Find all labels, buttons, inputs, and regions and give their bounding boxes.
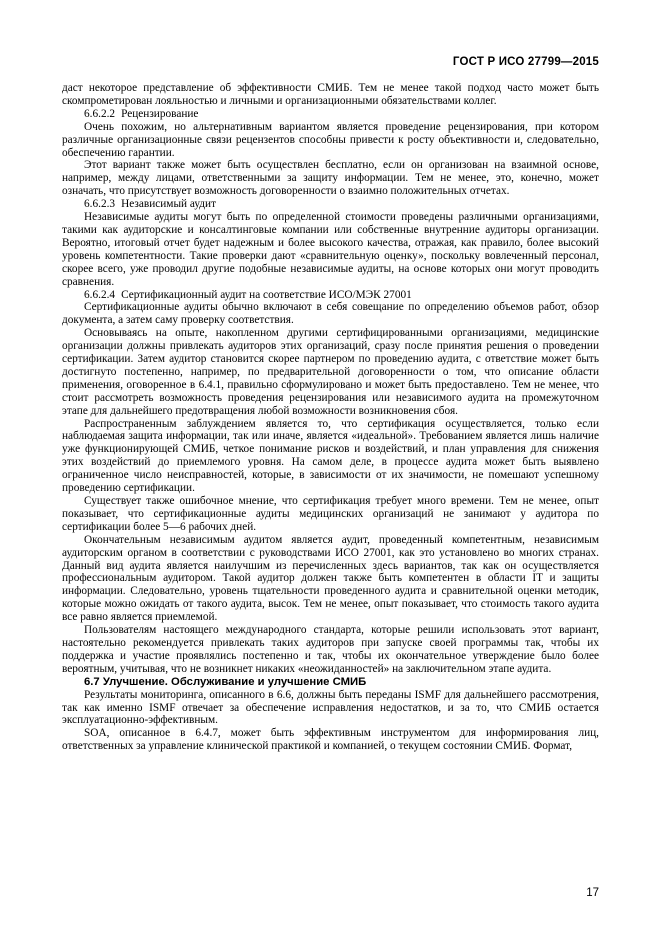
body-paragraph: Очень похожим, но альтернативным вариантом является проведение рецензирования, при котором различные организационные связи рецензентов способны привести к росту объективности и, следовательно, обеспечению гарантии. bbox=[62, 120, 599, 159]
body-blocks bbox=[62, 108, 599, 753]
clause-heading bbox=[62, 289, 599, 302]
clause-number: 6.6.2.3 bbox=[84, 198, 116, 211]
clause-number: 6.6.2.4 bbox=[84, 288, 116, 301]
clause-title: Независимый аудит bbox=[121, 198, 217, 211]
page-number: 17 bbox=[586, 887, 599, 899]
section-heading: 6.7 Улучшение. Обслуживание и улучшение СМИБ bbox=[84, 675, 367, 688]
body-paragraph: Основываясь на опыте, накопленном другими сертифицированными организациями, медицинские организации должны привлекать аудиторов этих организаций, сразу после принятия решения о проведении сертификации. Затем аудитор становится скорее партнером по проведению аудита, с ответствие может быть достигнуто постепенно, например, по предварительной договоренности о том, что описание области применения, оговоренное в 6.4.1, правильно сформулировано и может быть предоставлено. Тем не менее, что стоит рассмотреть возможность проведения рецензирования или независимого аудита на промежуточном этапе для дальнейшего предотвращения любой возможности возникновения сбоя. bbox=[62, 327, 599, 417]
clause-number: 6.6.2.2 bbox=[84, 107, 116, 120]
clause-title: Рецензирование bbox=[121, 107, 199, 120]
lead-paragraph: даст некоторое представление об эффективности СМИБ. Тем не менее такой подход часто может быть скомпрометирован лояльностью и личными и организационными обязательствами коллег. bbox=[62, 82, 599, 107]
body-paragraph: Пользователям настоящего международного стандарта, которые решили использовать этот вариант, настоятельно рекомендуется привлекать таких аудиторов при запуске своей программы так, чтобы их поддержка и участие проявлялись постепенно и так, чтобы их окончательное утверждение было более вероятным, учитывая, что не возникнет никаких «неожиданностей» на заключительном этапе аудита. bbox=[62, 624, 599, 675]
body-paragraph: Этот вариант также может быть осуществлен бесплатно, если он организован на взаимной основе, например, между лицами, ответственными за защиту информации. Тем не менее, это, конечно, может означать, что присутствует возможность договоренности о взаимно положительных отчетах. bbox=[62, 159, 599, 198]
document-body bbox=[62, 82, 599, 753]
body-paragraph: Окончательным независимым аудитом является аудит, проведенный компетентным, независимым аудиторским органом в соответствии с руководствами ИСО 27001, как это установлено во многих странах. Данный вид аудита является наилучшим из перечисленных здесь вариантов, так как он осуществляется профессиональным аудитором. Такой аудитор должен также быть компетентен в области IT и защиты информации. Следовательно, уровень тщательности проведенного аудита и сравнительной оценки методик, которые можно ожидать от такого аудита, высок. Тем не менее, опыт показывает, что стоимость такого аудита все равно является приемлемой. bbox=[62, 533, 599, 624]
body-paragraph: Существует также ошибочное мнение, что сертификация требует много времени. Тем не менее, опыт показывает, что сертификационные аудиты медицинских организаций не занимают у аудитора по сертификации более 5—6 рабочих дней. bbox=[62, 495, 599, 533]
body-paragraph: Результаты мониторинга, описанного в 6.6, должны быть переданы ISMF для дальнейшего рассмотрения, так как именно ISMF отвечает за обеспечение исправления недостатков, и за то, что СМИБ остается эксплуатационно-эффективным. bbox=[62, 688, 599, 727]
standard-title: ГОСТ Р ИСО 27799—2015 bbox=[452, 56, 599, 68]
body-paragraph: Распространенным заблуждением является то, что сертификация осуществляется, только если наблюдаемая защита информации, так или иначе, является «идеальной». Требованием является лишь наличие уже функционирующей СМИБ, четкое понимание рисков и воздействий, и план управления для снижения этих воздействий до приемлемого уровня. На самом деле, в процессе аудита может быть выявлено ограниченное число неисправностей, которые, в зависимости от их значимости, не помешают успешному проведению сертификации. bbox=[62, 417, 599, 495]
clause-heading bbox=[62, 108, 599, 121]
body-paragraph: SOA, описанное в 6.4.7, может быть эффективным инструментом для информирования лиц, ответственных за управление клинической практикой и компанией, о текущем состоянии СМИБ. Формат, bbox=[62, 727, 599, 753]
clause-heading bbox=[62, 198, 599, 211]
clause-title: Сертификационный аудит на соответствие ИСО/МЭК 27001 bbox=[121, 288, 412, 301]
page-header bbox=[62, 56, 599, 68]
body-paragraph: Независимые аудиты могут быть по определенной стоимости проведены различными организациями, такими как аудиторские и консалтинговые компании или собственные внутренние аудиторы организации. Вероятно, итоговый отчет будет надежным и более высокого качества, отражая, как правило, более высокий уровень компетентности. Такие проверки дают «сравнительную оценку», поскольку вовлеченный персонал, скорее всего, уже проводил другие подобные независимые аудиты, на основе которых они могут проводить сравнения. bbox=[62, 211, 599, 288]
body-paragraph: Сертификационные аудиты обычно включают в себя совещание по определению объемов работ, обзор документа, а затем саму проверку соответствия. bbox=[62, 301, 599, 327]
